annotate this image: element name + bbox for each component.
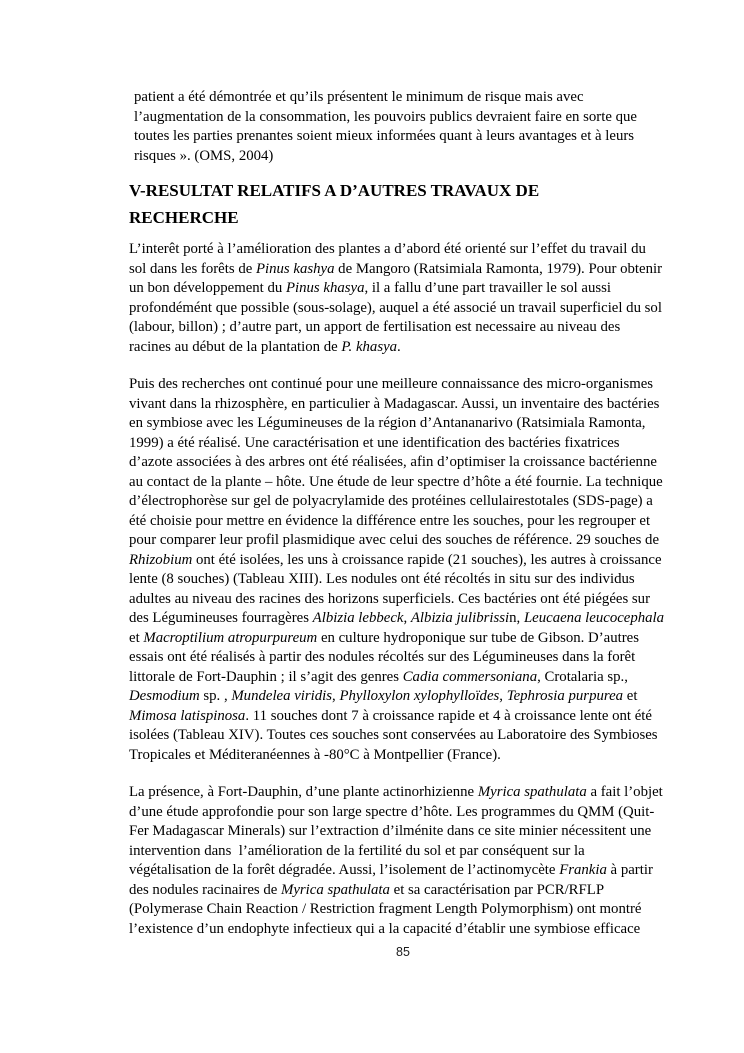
- italic-text-run: Albizia lebbeck: [312, 610, 404, 626]
- text-line: [129, 453, 677, 473]
- text-line: [129, 629, 677, 649]
- text-line: [129, 570, 677, 590]
- italic-text-run: P. khasya: [341, 338, 398, 355]
- text-run: (labour, billon) ; d’autre part, un apport de fertilisation est necessaire au niveau des: [129, 319, 621, 335]
- paragraph-myrica-study: [129, 783, 677, 939]
- text-line: [129, 822, 677, 842]
- italic-text-run: Macroptilium atropurpureum: [143, 629, 318, 646]
- paragraph-rhizosphere-research: [129, 375, 677, 765]
- text-run: n,: [509, 610, 524, 626]
- text-run: d’une étude approfondie pour son large spectre d’hôte. Les programmes du QMM (Quit-: [129, 803, 655, 820]
- text-line: [129, 177, 677, 204]
- italic-text-run: Desmodium: [129, 688, 200, 704]
- italic-text-run: Phylloxylon xylophylloïdes: [339, 688, 500, 704]
- text-run: et sa caractérisation par PCR/RFLP: [389, 881, 605, 898]
- text-run: vivant dans la rhizosphère, en particulier à Madagascar. Aussi, un inventaire des bactéries: [129, 395, 660, 412]
- text-line: [129, 609, 677, 629]
- text-run: en culture hydroponique sur tube de Gibson. D’autres: [317, 629, 640, 646]
- text-line: [129, 842, 677, 862]
- text-line: [129, 240, 677, 260]
- text-run: d’électrophorèse sur gel de polyacrylamide des protéines cellulairestotales (SDS-page) a: [129, 493, 653, 509]
- text-run: à partir: [606, 862, 653, 878]
- text-line: [129, 395, 677, 415]
- italic-text-run: Pinus khasya: [285, 280, 365, 296]
- text-run: Tropicales et Méditeranéennes à -80°C à Montpellier (France).: [129, 746, 501, 763]
- text-run: patient a été démontrée et qu’ils présentent le minimum de risque mais avec: [134, 89, 584, 105]
- text-line: [134, 88, 677, 108]
- text-line: [129, 861, 677, 881]
- text-run: des Légumineuses fourragères: [129, 610, 313, 626]
- text-line: [129, 338, 677, 358]
- text-run: sp. ,: [199, 688, 232, 704]
- text-line: [129, 590, 677, 610]
- text-line: [129, 473, 677, 493]
- text-run: Fer Madagascar Minerals) sur l’extraction d’ilménite dans ce site minier nécessitent une: [129, 823, 652, 839]
- text-run: La présence, à Fort-Dauphin, d’une plante actinorhizienne: [129, 784, 478, 800]
- italic-text-run: Pinus kashya: [255, 260, 335, 277]
- text-run: et: [623, 688, 638, 704]
- text-run: RECHERCHE: [129, 208, 239, 227]
- italic-text-run: Myrica spathulata: [281, 881, 390, 898]
- paragraph-soil-work: [129, 240, 677, 357]
- text-run: ,: [499, 688, 507, 704]
- text-run: , il a fallu d’une part travailler le sol aussi: [364, 280, 612, 296]
- text-line: [134, 108, 677, 128]
- text-run: a fait l’objet: [586, 784, 663, 800]
- italic-text-run: Cadia commersoniana: [402, 668, 538, 685]
- text-run: V-RESULTAT RELATIFS A D’AUTRES TRAVAUX DE: [129, 181, 540, 200]
- text-run: isolées (Tableau XIV). Toutes ces souches sont conservées au Laboratoire des Symbioses: [129, 727, 658, 743]
- text-line: [129, 687, 677, 707]
- italic-text-run: Leucaena leucocephala: [523, 610, 665, 626]
- text-run: l’augmentation de la consommation, les pouvoirs publics devraient faire en sorte que: [134, 108, 637, 125]
- text-line: [129, 414, 677, 434]
- text-run: .: [397, 338, 401, 355]
- text-run: (Polymerase Chain Reaction / Restriction fragment Length Polymorphism) ont montré: [129, 901, 642, 917]
- text-run: intervention dans l’amélioration de la fertilité du sol et par conséquent sur la: [129, 842, 585, 859]
- text-run: végétalisation de la forêt dégradée. Aussi, l’isolement de l’actinomycète: [129, 862, 560, 878]
- section-heading: [129, 177, 677, 231]
- text-line: [129, 648, 677, 668]
- text-line: [129, 726, 677, 746]
- text-run: racines au début de la plantation de: [129, 338, 342, 355]
- quote-continuation-paragraph: [129, 88, 677, 166]
- text-run: 1999) a été réalisé. Une caractérisation et une identification des bactéries fixatrices: [129, 434, 620, 451]
- text-run: lente (8 souches) (Tableau XIII). Les nodules ont été récoltés in situ sur des individus: [129, 571, 635, 587]
- text-line: [129, 881, 677, 901]
- text-line: [129, 375, 677, 395]
- page-number: 85: [396, 945, 410, 959]
- text-line: [129, 803, 677, 823]
- text-line: [129, 783, 677, 803]
- text-line: [129, 551, 677, 571]
- text-run: adultes au niveau des racines des horizons superficiels. Ces bactéries ont été piégées sur: [129, 590, 650, 607]
- text-run: et: [129, 629, 144, 646]
- italic-text-run: Mimosa latispinosa: [129, 707, 246, 724]
- text-run: été choisie pour mettre en évidence la différence entre les souches, pour les regrouper et: [129, 512, 651, 529]
- text-run: ,: [403, 610, 411, 626]
- text-line: [129, 204, 677, 231]
- text-run: l’existence d’un endophyte infectieux qui a la capacité d’établir une symbiose efficace: [129, 920, 641, 937]
- text-run: profondémént que possible (sous-solage), auquel a été associé un travail superficiel du sol: [129, 299, 662, 316]
- italic-text-run: Albizia julibrissi: [410, 610, 510, 626]
- text-run: au contact de la plante – hôte. Une étude de leur spectre d’hôte a été fournie. La technique: [129, 473, 663, 490]
- text-line: [129, 299, 677, 319]
- italic-text-run: Tephrosia purpurea: [506, 688, 624, 704]
- text-line: [129, 512, 677, 532]
- text-line: [129, 531, 677, 551]
- text-run: sol dans les forêts de: [129, 260, 256, 277]
- text-run: d’azote associées à des arbres ont été réalisées, afin d’optimiser la croissance bactérienne: [129, 454, 657, 470]
- text-run: pour comparer leur profil plasmidique avec celui des souches de référence. 29 souches de: [129, 532, 660, 548]
- text-run: ont été isolées, les uns à croissance rapide (21 souches), les autres à croissance: [192, 551, 662, 568]
- text-run: Puis des recherches ont continué pour une meilleure connaissance des micro-organismes: [129, 376, 654, 392]
- text-line: [129, 318, 677, 338]
- text-line: [129, 900, 677, 920]
- text-run: des nodules racinaires de: [129, 881, 282, 898]
- text-line: [134, 127, 677, 147]
- italic-text-run: Mundelea viridis: [231, 688, 333, 704]
- text-run: de Mangoro (Ratsimiala Ramonta, 1979). Pour obtenir: [334, 260, 663, 277]
- text-run: . 11 souches dont 7 à croissance rapide et 4 à croissance lente ont été: [245, 707, 652, 724]
- text-run: L’interêt porté à l’amélioration des plantes a d’abord été orienté sur l’effet du travail du: [129, 241, 646, 257]
- text-line: [129, 707, 677, 727]
- text-run: ,: [332, 688, 340, 704]
- text-run: un bon développement du: [129, 280, 286, 296]
- text-line: [129, 260, 677, 280]
- text-run: en symbiose avec les Légumineuses de la région d’Antananarivo (Ratsimiala Ramonta,: [129, 415, 646, 431]
- italic-text-run: Myrica spathulata: [477, 784, 587, 800]
- text-line: [129, 920, 677, 940]
- text-run: , Crotalaria sp.,: [537, 668, 628, 685]
- text-run: essais ont été réalisés à partir des nodules récoltés sur des Légumineuses dans la forêt: [129, 649, 636, 665]
- text-line: [134, 147, 677, 167]
- italic-text-run: Frankia: [559, 862, 607, 878]
- text-line: [129, 434, 677, 454]
- text-line: [129, 746, 677, 766]
- text-column: [129, 88, 677, 957]
- text-run: littorale de Fort-Dauphin ; il s’agit des genres: [129, 668, 403, 685]
- text-run: toutes les parties prenantes soient mieux informées quant à leurs avantages et à leurs: [134, 128, 635, 144]
- text-line: [129, 279, 677, 299]
- text-line: [129, 492, 677, 512]
- text-line: [129, 668, 677, 688]
- text-run: risques ». (OMS, 2004): [134, 147, 274, 164]
- italic-text-run: Rhizobium: [129, 551, 193, 568]
